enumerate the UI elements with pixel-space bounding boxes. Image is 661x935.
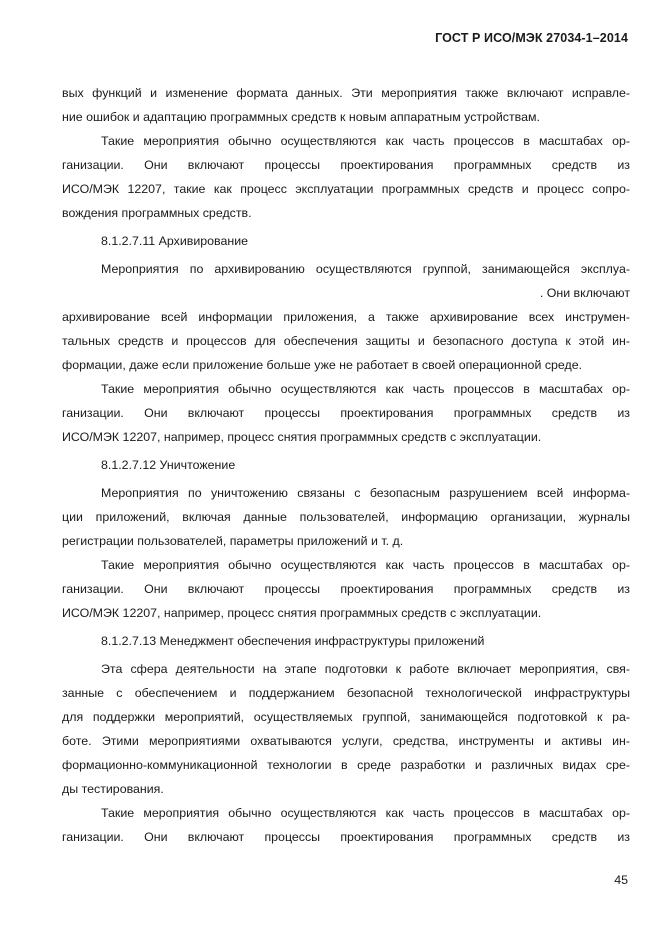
text-line: регистрации пользователей, параметры приложений и т. д.	[62, 534, 404, 548]
text-line: Такие мероприятия обычно осуществляются как часть процессов в масштабах ор-	[101, 134, 630, 148]
text-line: ИСО/МЭК 12207, например, процесс снятия программных средств с эксплуатации.	[62, 606, 542, 620]
text-line: архивирование всей информации приложения, а также архивирование всех инструмен-	[62, 310, 630, 324]
text-line: ИСО/МЭК 12207, такие как процесс эксплуатации программных средств и процесс сопро-	[62, 182, 630, 196]
section-heading: 8.1.2.7.12 Уничтожение	[101, 458, 236, 472]
text-line: ИСО/МЭК 12207, например, процесс снятия программных средств с эксплуатации.	[62, 430, 542, 444]
page-number: 45	[614, 873, 628, 887]
text-line: ганизации. Они включают процессы проектирования программных средств из	[62, 406, 630, 420]
text-line: формации, даже если приложение больше уже не работает в своей операционной среде.	[62, 358, 583, 372]
document-body	[62, 81, 630, 849]
section-heading: 8.1.2.7.13 Менеджмент обеспечения инфраструктуры приложений	[101, 634, 485, 648]
text-line: формационно-коммуникационной технологии в среде разработки и различных видах сре-	[62, 758, 630, 772]
text-line: занные с обеспечением и поддержанием безопасной технологической инфраструктуры	[62, 686, 630, 700]
text-line: Такие мероприятия обычно осуществляются как часть процессов в масштабах ор-	[101, 558, 630, 572]
text-line: Такие мероприятия обычно осуществляются как часть процессов в масштабах ор-	[101, 382, 630, 396]
text-line: ганизации. Они включают процессы проектирования программных средств из	[62, 830, 630, 844]
text-line: Такие мероприятия обычно осуществляются как часть процессов в масштабах ор-	[101, 806, 630, 820]
text-line: ганизации. Они включают процессы проектирования программных средств из	[62, 158, 630, 172]
text-line: для поддержки мероприятий, осуществляемых группой, занимающейся подготовкой к ра-	[62, 710, 630, 724]
text-line: боте. Этими мероприятиями охватываются услуги, средства, инструменты и активы ин-	[62, 734, 630, 748]
text-line: Мероприятия по уничтожению связаны с безопасным разрушением всей информа-	[101, 486, 630, 500]
document-header: ГОСТ Р ИСО/МЭК 27034-1–2014	[435, 31, 628, 45]
text-line: вых функций и изменение формата данных. Эти мероприятия также включают исправле-	[62, 86, 630, 100]
text-line: ние ошибок и адаптацию программных средств к новым аппаратным устройствам.	[62, 110, 540, 124]
text-line: вождения программных средств.	[62, 206, 252, 220]
text-line: тальных средств и процессов для обеспечения защиты и безопасного доступа к этой ин-	[62, 334, 630, 348]
text-line: . Они включают	[539, 286, 630, 300]
text-line: ции приложений, включая данные пользователей, информацию организации, журналы	[62, 510, 630, 524]
text-line: ганизации. Они включают процессы проектирования программных средств из	[62, 582, 630, 596]
text-line: Мероприятия по архивированию осуществляются группой, занимающейся эксплуа-	[101, 262, 630, 276]
text-line: ды тестирования.	[62, 782, 164, 796]
section-heading: 8.1.2.7.11 Архивирование	[101, 234, 249, 248]
text-line: Эта сфера деятельности на этапе подготовки к работе включает мероприятия, свя-	[101, 662, 630, 676]
